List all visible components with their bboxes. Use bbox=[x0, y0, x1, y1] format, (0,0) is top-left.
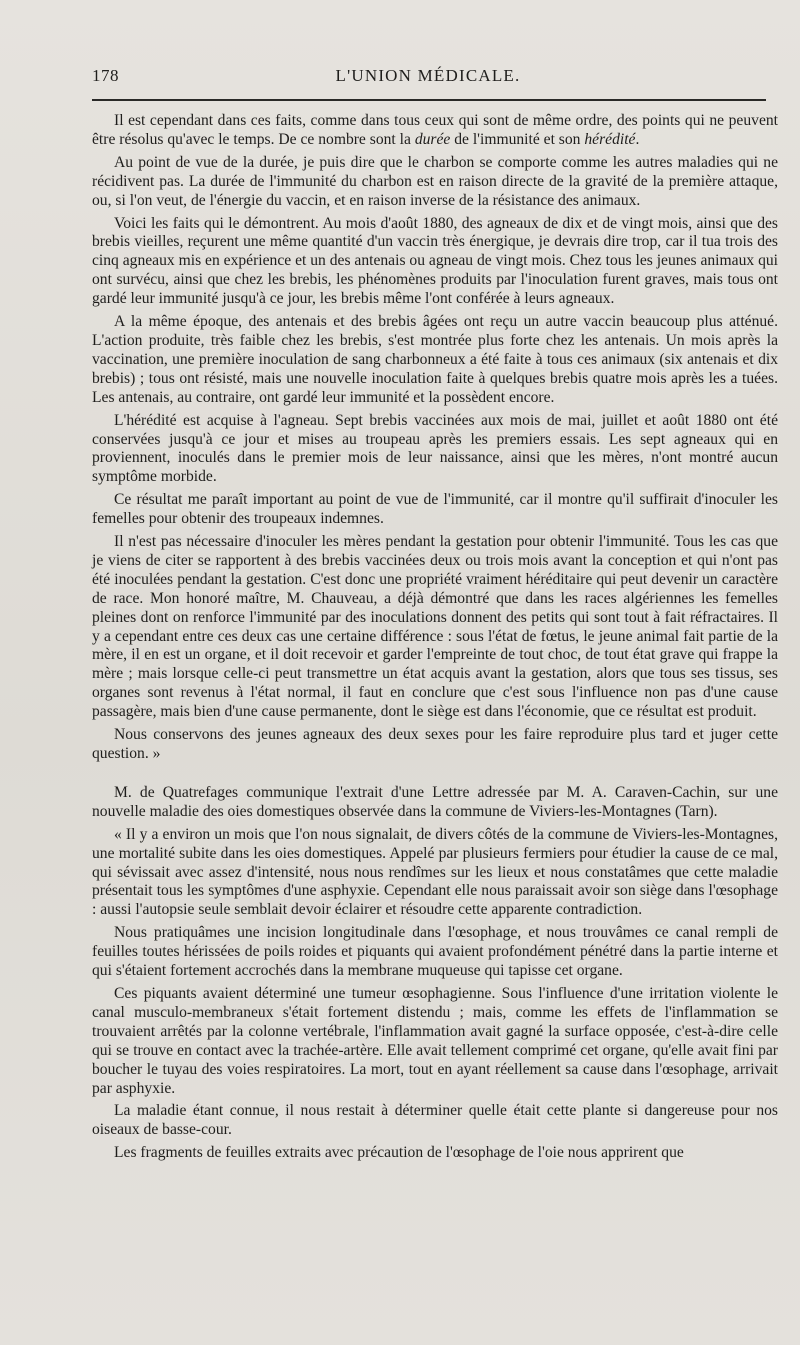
emphasis-heredite: hérédité bbox=[584, 130, 636, 148]
paragraph-text: . bbox=[635, 130, 640, 148]
article-body bbox=[92, 112, 778, 1163]
paragraph-communication: M. de Quatrefages communique l'extrait d'une Lettre adressée par M. A. Caraven-Cachin, sur une nouvelle maladie des oies domestiques observée dans la commune de Viviers-les-Montagnes (Tarn). bbox=[92, 783, 778, 820]
paragraph-duree: Au point de vue de la durée, je puis dire que le charbon se comporte comme les autres maladies qui ne récidivent pas. La durée de l'immunité du charbon est en raison directe de la gravité de la première attaque, ou, si l'on veut, de l'énergie du vaccin, et en raison inverse de la résistance des animaux. bbox=[92, 153, 778, 209]
paragraph-opening bbox=[92, 112, 778, 150]
paragraph-fragments: Les fragments de feuilles extraits avec précaution de l'œsophage de l'oie nous apprirent que bbox=[114, 1144, 684, 1162]
paragraph-meme-epoque: A la même époque, des antenais et des brebis âgées ont reçu un autre vaccin beaucoup plus atténué. L'action produite, très faible chez les brebis, s'est montrée plus forte chez les antenais. Un mois après la vaccination, une première inoculation de sang charbonneux a été faite à tous ces animaux (six antenais et dix brebis) ; tous ont résisté, mais une nouvelle inoculation faite à quelques brebis quatre mois après les a tuées. Les antenais, au contraire, ont gardé leur immunité et la possèdent encore. bbox=[92, 313, 778, 406]
page-header bbox=[92, 66, 764, 94]
paragraph-gestation: Il n'est pas nécessaire d'inoculer les mères pendant la gestation pour obtenir l'immunité. Tous les cas que je viens de citer se rapportent à des brebis vaccinées deux ou trois mois avant la conception et qui n'ont pas été inoculées pendant la gestation. C'est donc une propriété vraiment héréditaire qui peut devenir un caractère de race. Mon honoré maître, M. Chauveau, a déjà démontré que dans les races algériennes les femelles pleines dont on renforce l'immunité par des inoculations donnent des petits qui sont tout à fait réfractaires. Il y a cependant entre ces deux cas une certaine différence : sous l'état de fœtus, le jeune animal fait partie de la mère, il en est un organe, et il doit recevoir et garder l'empreinte de tout choc, de tout état grave qui frappe la mère ; mais lorsque celle-ci peut transmettre un état acquis avant la gestation, alors que tous ses tissus, ses organes sont revenus à l'état normal, il faut en conclure que c'est sous l'influence non pas d'une cause passagère, mais bien d'une cause permanente, dont le siège est dans l'économie, que ce résultat est produit. bbox=[92, 533, 778, 721]
running-title: L'UNION MÉDICALE. bbox=[335, 66, 521, 85]
paragraph-lettre-intro: « Il y a environ un mois que l'on nous signalait, de divers côtés de la commune de Viviers-les-Montagnes, une mortalité subite dans les oies domestiques. Appelé par plusieurs fermiers pour étudier la cause de ce mal, qui sévissait avec assez d'intensité, nous nous rendîmes sur les lieux et nous constatâmes que cette maladie présentait tous les symptômes d'une asphyxie. Cependant elle nous paraissait avoir son siège dans l'œsophage : aussi l'autopsie seule semblait devoir éclairer et résoudre cette apparente contradiction. bbox=[92, 825, 778, 919]
paragraph-heredite: L'hérédité est acquise à l'agneau. Sept brebis vaccinées aux mois de mai, juillet et août 1880 ont été conservées jusqu'à ce jour et mises au troupeau après les premiers essais. Les sept agneaux qui en proviennent, inoculés dans le premier mois de leur naissance, ainsi que les mères, n'ont montré aucun symptôme morbide. bbox=[92, 411, 778, 486]
paragraph-resultat: Ce résultat me paraît important au point de vue de l'immunité, car il montre qu'il suffirait d'inoculer les femelles pour obtenir des troupeaux indemnes. bbox=[92, 491, 778, 528]
paragraph-text: de l'immunité et son bbox=[450, 130, 585, 148]
page-number: 178 bbox=[92, 66, 119, 85]
paragraph-conclusion: Nous conservons des jeunes agneaux des deux sexes pour les faire reproduire plus tard et juger cette question. » bbox=[92, 726, 778, 762]
header-rule bbox=[92, 99, 766, 101]
paragraph-faits: Voici les faits qui le démontrent. Au mois d'août 1880, des agneaux de dix et de vingt mois, ainsi que des brebis vieilles, reçurent une même quantité d'un vaccin très énergique, je devrais dire trop, car il tua trois des cinq agneaux mis en expérience et un des antenais ou agneau de vingt mois. Chez tous les jeunes animaux qui ont survécu, ainsi que chez les brebis, les phénomènes produits par l'inoculation furent graves, mais tous ont gardé leur immunité jusqu'à ce jour, les brebis même l'ont conférée à leurs agneaux. bbox=[92, 214, 778, 308]
paragraph-maladie-connue: La maladie étant connue, il nous restait à déterminer quelle était cette plante si dangereuse pour nos oiseaux de basse-cour. bbox=[92, 1102, 778, 1139]
emphasis-duree: durée bbox=[414, 130, 451, 148]
paragraph-text: Il est cependant dans ces faits, comme dans tous ceux qui sont de même ordre, des points qui ne peuvent être résolus qu'avec le temps. De ce nombre sont la bbox=[92, 112, 778, 148]
paragraph-piquants: Ces piquants avaient déterminé une tumeur œsophagienne. Sous l'influence d'une irritation violente le canal musculo-membraneux s'était fortement distendu ; mais, comme les effets de l'inflammation se trouvaient arrêtés par la colonne vertébrale, l'inflammation avait gagné la surface opposée, c'est-à-dire celle qui se trouve en contact avec la trachée-artère. Elle avait tellement comprimé cet organe, qu'elle avait fini par boucher le tuyau des voies respiratoires. La mort, tout en ayant réellement sa cause dans l'œsophage, arrivait par asphyxie. bbox=[92, 984, 778, 1097]
paragraph-incision: Nous pratiquâmes une incision longitudinale dans l'œsophage, et nous trouvâmes ce canal rempli de feuilles toutes hérissées de poils roides et piquants qui avaient profondément pénétré dans la partie interne et qui s'étaient fortement accrochés dans la membrane muqueuse qui tapisse cet organe. bbox=[92, 924, 778, 980]
